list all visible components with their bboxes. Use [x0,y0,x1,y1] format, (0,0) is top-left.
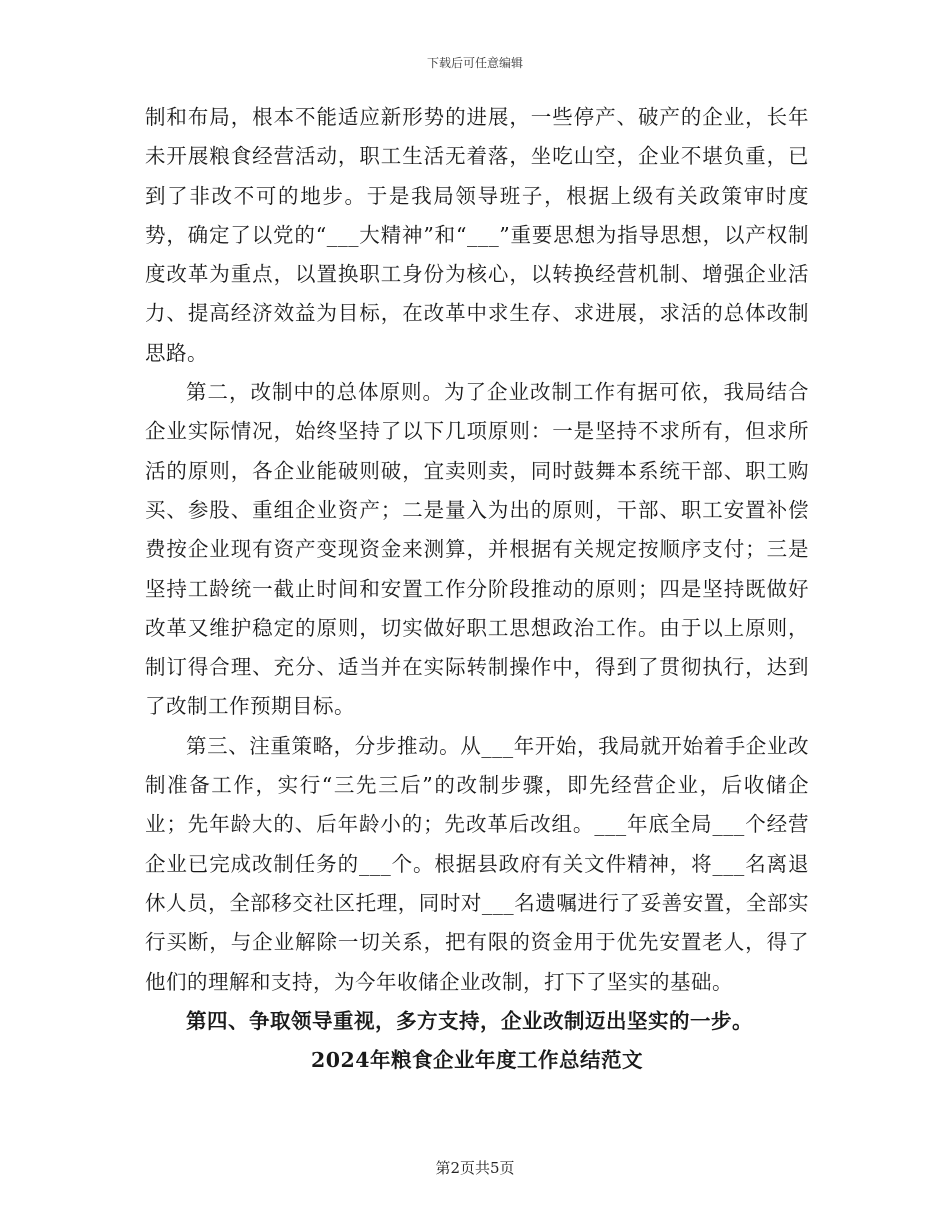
paragraph-principles: 第二，改制中的总体原则。为了企业改制工作有据可依，我局结合企业实际情况，始终坚持了以下几项原则：一是坚持不求所有，但求所活的原则，各企业能破则破，宜卖则卖，同时鼓舞本系统干部、职工购买、参股、重组企业资产；二是量入为出的原则，干部、职工安置补偿费按企业现有资产变现资金来测算，并根据有关规定按顺序支付；三是坚持工龄统一截止时间和安置工作分阶段推动的原则；四是坚持既做好改革又维护稳定的原则，切实做好职工思想政治工作。由于以上原则，制订得合理、充分、适当并在实际转制操作中，得到了贯彻执行，达到了改制工作预期目标。 [145,380,809,719]
document-body [145,98,809,1080]
document-title: 2024年粮食企业年度工作总结范文 [310,1048,644,1073]
paragraph-strategy: 第三、注重策略，分步推动。从___年开始，我局就开始着手企业改制准备工作，实行“三先三后”的改制步骤，即先经营企业，后收储企业；先年龄大的、后年龄小的；先改革后改组。___年底全局___个经营企业已完成改制任务的___个。根据县政府有关文件精神，将___名离退休人员，全部移交社区托理，同时对___名遗嘱进行了妥善安置，全部实行买断，与企业解除一切关系，把有限的资金用于优先安置老人，得了他们的理解和支持，为今年收储企业改制，打下了坚实的基础。 [145,733,809,994]
page-header: 下载后可任意编辑 [426,56,523,70]
page-number: 第2页共5页 [435,1159,515,1177]
section-heading-fourth: 第四、争取领导重视，多方支持，企业改制迈出坚实的一步。 [186,1008,753,1033]
paragraph-continuation: 制和布局，根本不能适应新形势的进展，一些停产、破产的企业，长年未开展粮食经营活动，职工生活无着落，坐吃山空，企业不堪负重，已到了非改不可的地步。于是我局领导班子，根据上级有关政策审时度势，确定了以党的“___大精神”和“___”重要思想为指导思想，以产权制度改革为重点，以置换职工身份为核心，以转换经营机制、增强企业活力、提高经济效益为目标，在改革中求生存、求进展，求活的总体改制思路。 [145,105,809,365]
